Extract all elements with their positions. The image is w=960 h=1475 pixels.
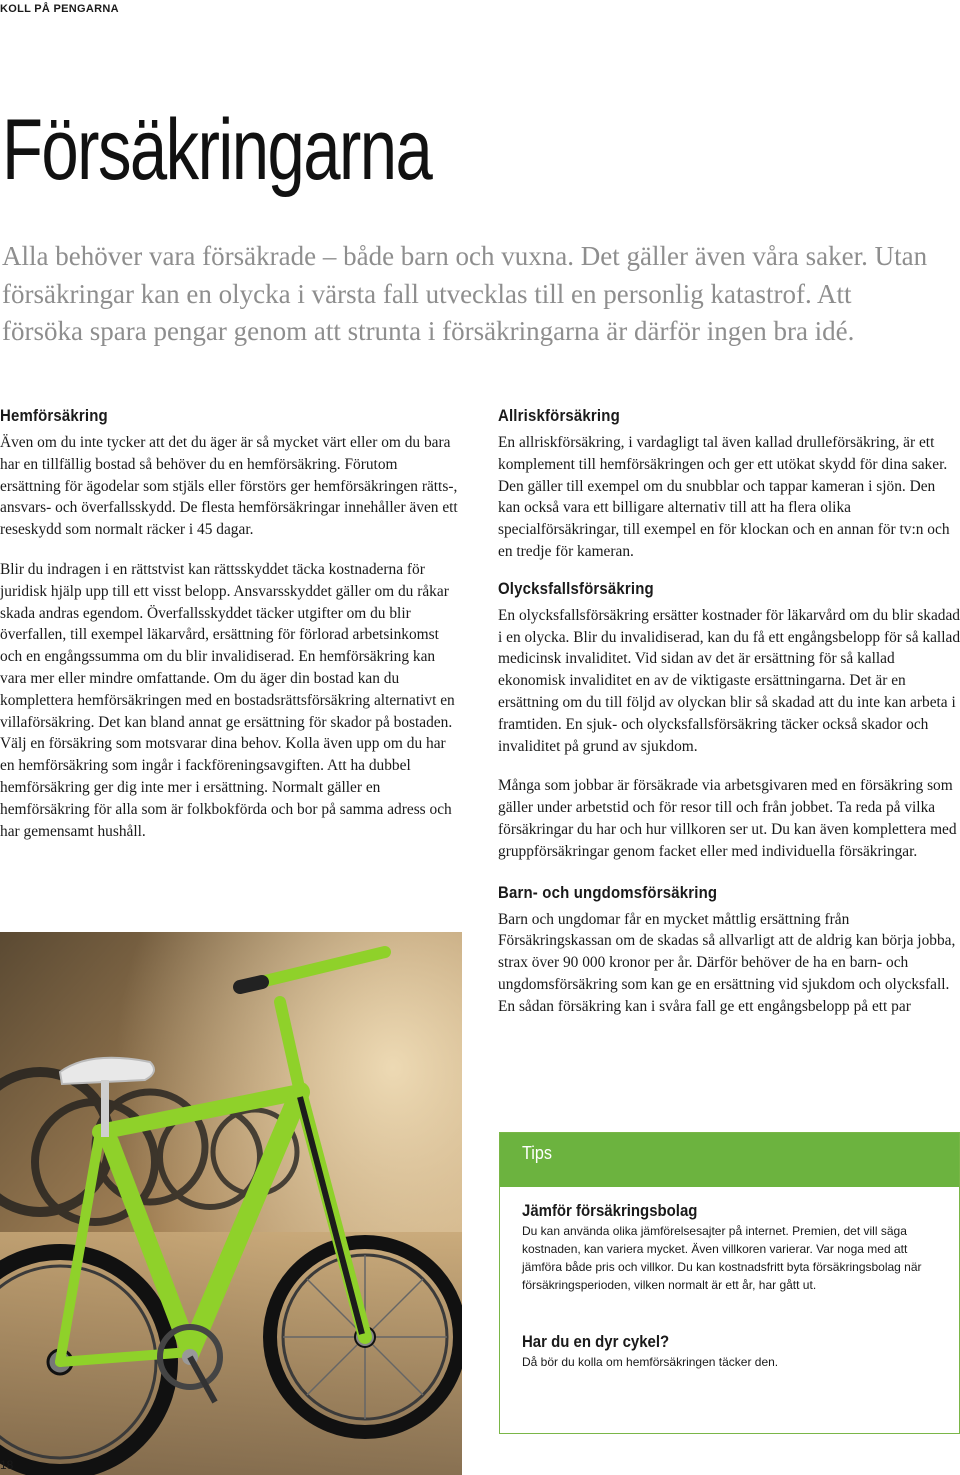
tips-heading-compare: Jämför försäkringsbolag xyxy=(522,1201,698,1220)
tips-text-compare: Du kan använda olika jämförelsesajter på internet. Premien, det vill säga kostnaden, kan variera mycket. Även villkoren varierar. Var noga med att jämföra både pris och villkor. Du kan kostnadsfritt byta försäkringsbolag när försäkringsperioden, vilken normalt är ett år, har gått ut. xyxy=(522,1224,922,1292)
page-number: 18 xyxy=(0,1458,14,1472)
section-header-label: KOLL PÅ PENGARNA xyxy=(0,3,119,15)
hemforsakring-paragraph-1: Även om du inte tycker att det du äger är så mycket värt eller om du bara har en tillfällig bostad så behöver du en hemförsäkring. Förutom ersättning för ägodelar som stjäls eller förstörs ger hemförsäkringen rätts-, ansvars- och överfallsskydd. De flesta hemförsäkringar innehåller även ett reseskydd som normalt räcker i 45 dagar. xyxy=(0,434,458,539)
heading-olycksfall: Olycksfallsförsäkring xyxy=(498,578,654,598)
left-column xyxy=(0,404,462,842)
tips-heading-bike: Har du en dyr cykel? xyxy=(522,1332,670,1351)
heading-allrisk: Allriskförsäkring xyxy=(498,406,620,425)
page-title: Försäkringarna xyxy=(2,102,432,198)
allrisk-paragraph: En allriskförsäkring, i vardagligt tal även kallad drulleförsäkring, är ett komplement till hemförsäkringen och ger ett utökat skydd för dina saker. Den gäller till exempel om du snubblar och tappar kameran i sjön. Den kan också vara ett billigare alternativ till att ha flera olika specialförsäkringar, till exempel en för klockan och en annan för tv:n och en tredje för kameran. xyxy=(498,434,950,560)
olycksfall-paragraph-1: En olycksfallsförsäkring ersätter kostnader för läkarvård om du blir skadad i en olycka. Blir du invalidiserad, kan du få ett engångsbelopp för så kallad medicinsk invaliditet. Vid sidan av det är ersättning för så kallad ekonomisk invaliditet en av de viktigaste ersättningarna. Det är en ersättning om du till följd av olyckan blir så skadad att du inte kan arbeta i framtiden. En sjuk- och olycksfallsförsäkring täcker också skador och invaliditet på grund av sjukdom. xyxy=(498,606,960,755)
heading-barn: Barn- och ungdomsförsäkring xyxy=(498,882,718,902)
tips-item xyxy=(522,1331,942,1371)
olycksfall-paragraph-2: Många som jobbar är försäkrade via arbetsgivaren med en försäkring som gäller under arbetstid och för resor till och från jobbet. Ta reda på vilka försäkringar du har och hur villkoren ser ut. Du kan även komplettera med gruppförsäkringar genom facket eller med individuella försäkringar. xyxy=(498,777,957,860)
bicycle-photo xyxy=(0,932,462,1475)
tips-box xyxy=(499,1132,960,1434)
heading-hemforsakring: Hemförsäkring xyxy=(0,406,108,425)
barn-paragraph: Barn och ungdomar får en mycket måttlig ersättning från Försäkringskassan om de skadas så allvarligt att de aldrig kan börja jobba, strax över 90 000 kronor per år. Därför behöver de ha en barn- och ungdomsförsäkring som kan ge en ersättning vid sjukdom och olycksfall. En sådan försäkring kan i svåra fall ge ett engångsbelopp på ett par xyxy=(498,910,956,1015)
tips-text-bike: Då bör du kolla om hemförsäkringen täcker den. xyxy=(522,1355,779,1369)
tips-label: Tips xyxy=(522,1143,553,1163)
right-column xyxy=(498,404,960,1018)
intro-paragraph: Alla behöver vara försäkrade – både barn och vuxna. Det gäller även våra saker. Utan försäkringar kan en olycka i värsta fall utvecklas till en personlig katastrof. Att försöka spara pengar genom att strunta i försäkringarna är därför ingen bra idé. xyxy=(2,241,928,346)
tips-tab xyxy=(500,1133,959,1187)
hemforsakring-paragraph-2: Blir du indragen i en rättstvist kan rättsskyddet täcka kostnaderna för juridisk hjälp upp till ett visst belopp. Ansvarsskyddet gäller om du råkar skada andras egendom. Överfallsskyddet täcker utgifter om du blir överfallen, till exempel läkarvård, ersättning för förlorad arbetsinkomst och en engångssumma om du blir invalidiserad. En hemförsäkring kan vara mer eller mindre omfattande. Om du äger din bostad kan du komplettera hemförsäkringen med en bostadsrättsförsäkring alternativt en villaförsäkring. Det kan bland annat ge ersättning för skador på bostaden. Välj en försäkring som motsvarar dina behov. Kolla även upp om du har en hemförsäkring som ingår i fackföreningsavgiften. Att ha dubbel hemförsäkring ger dig inte mer i ersättning. Normalt gäller en hemförsäkring för alla som är folkbokförda och bor på samma adress och har gemensamt hushåll. xyxy=(0,560,455,840)
tips-item xyxy=(522,1200,942,1294)
